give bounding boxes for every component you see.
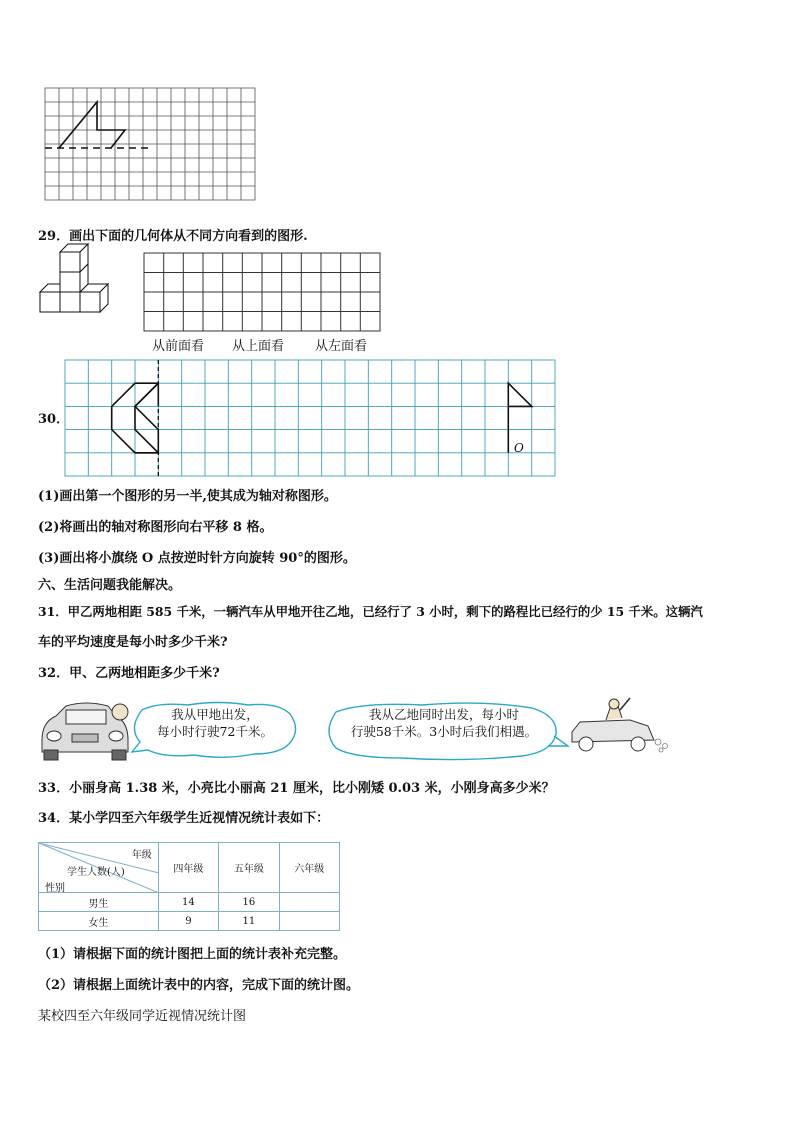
view-label-top: 从上面看 bbox=[232, 339, 285, 354]
bubble-left-line-2: 每小时行驶72千米。 bbox=[157, 724, 273, 739]
row-label-boys: 男生 bbox=[39, 893, 159, 912]
table-row bbox=[39, 893, 340, 912]
col-header-grade4: 四年级 bbox=[158, 843, 218, 893]
view-label-left: 从左面看 bbox=[315, 339, 368, 354]
q31-line2: 车的平均速度是每小时多少千米? bbox=[38, 635, 228, 650]
bubble-right-text bbox=[334, 706, 554, 740]
col-header-grade6: 六年级 bbox=[279, 843, 339, 893]
bubble-left-text bbox=[140, 706, 290, 740]
q29-title: 29．画出下面的几何体从不同方向看到的图形. bbox=[38, 229, 308, 244]
corner-gender-label: 性别 bbox=[45, 883, 65, 894]
cell-girls-grade5: 11 bbox=[219, 912, 279, 931]
stat-table bbox=[38, 842, 340, 931]
q34-task-1: （1）请根据下面的统计图把上面的统计表补充完整。 bbox=[38, 947, 347, 962]
q31-line1: 31．甲乙两地相距 585 千米，一辆汽车从甲地开往乙地，已经行了 3 小时，剩下的路程比已经行的少 15 千米。这辆汽 bbox=[38, 604, 703, 619]
cell-boys-grade6 bbox=[279, 893, 339, 912]
section6-title: 六、生活问题我能解决。 bbox=[38, 578, 182, 593]
q30-grid bbox=[65, 360, 557, 478]
cell-boys-grade4: 14 bbox=[158, 893, 218, 912]
view-label-front: 从前面看 bbox=[152, 339, 205, 354]
q32-title: 32．甲、乙两地相距多少千米? bbox=[38, 666, 220, 681]
q34-task-2: （2）请根据上面统计表中的内容，完成下面的统计图。 bbox=[38, 978, 360, 993]
q30-task-3: (3)画出将小旗绕 O 点按逆时针方向旋转 90°的图形。 bbox=[38, 551, 356, 566]
q33-text: 33．小丽身高 1.38 米，小亮比小丽高 21 厘米，比小刚矮 0.03 米，小刚身高多少米？ bbox=[38, 781, 555, 796]
row-label-girls: 女生 bbox=[39, 912, 159, 931]
bubble-right-line-1: 我从乙地同时出发，每小时 bbox=[368, 707, 519, 722]
corner-count-label: 学生人数(人) bbox=[67, 867, 125, 878]
table-row bbox=[39, 912, 340, 931]
table-corner-cell bbox=[39, 843, 159, 893]
q30-task-2: (2)将画出的轴对称图形向右平移 8 格。 bbox=[38, 520, 273, 535]
cell-girls-grade6 bbox=[279, 912, 339, 931]
q30-number: 30． bbox=[38, 412, 70, 427]
corner-grade-label: 年级 bbox=[131, 850, 152, 861]
q34-title: 34．某小学四至六年级学生近视情况统计表如下： bbox=[38, 811, 330, 826]
bubble-right-line-2: 行驶58千米。3小时后我们相遇。 bbox=[350, 724, 538, 739]
cell-boys-grade5: 16 bbox=[219, 893, 279, 912]
bubble-left-line-1: 我从甲地出发， bbox=[171, 707, 259, 722]
q30-task-1: (1)画出第一个图形的另一半,使其成为轴对称图形。 bbox=[38, 489, 337, 504]
q29-answer-grid bbox=[144, 253, 382, 333]
chart-title: 某校四至六年级同学近视情况统计图 bbox=[38, 1009, 247, 1024]
cube-stack-figure bbox=[36, 240, 106, 320]
car-left-illustration bbox=[36, 700, 131, 762]
point-o-label: O bbox=[514, 441, 524, 455]
col-header-grade5: 五年级 bbox=[219, 843, 279, 893]
cell-girls-grade4: 9 bbox=[158, 912, 218, 931]
car-right-illustration bbox=[568, 696, 673, 758]
top-grid-figure bbox=[45, 88, 257, 202]
